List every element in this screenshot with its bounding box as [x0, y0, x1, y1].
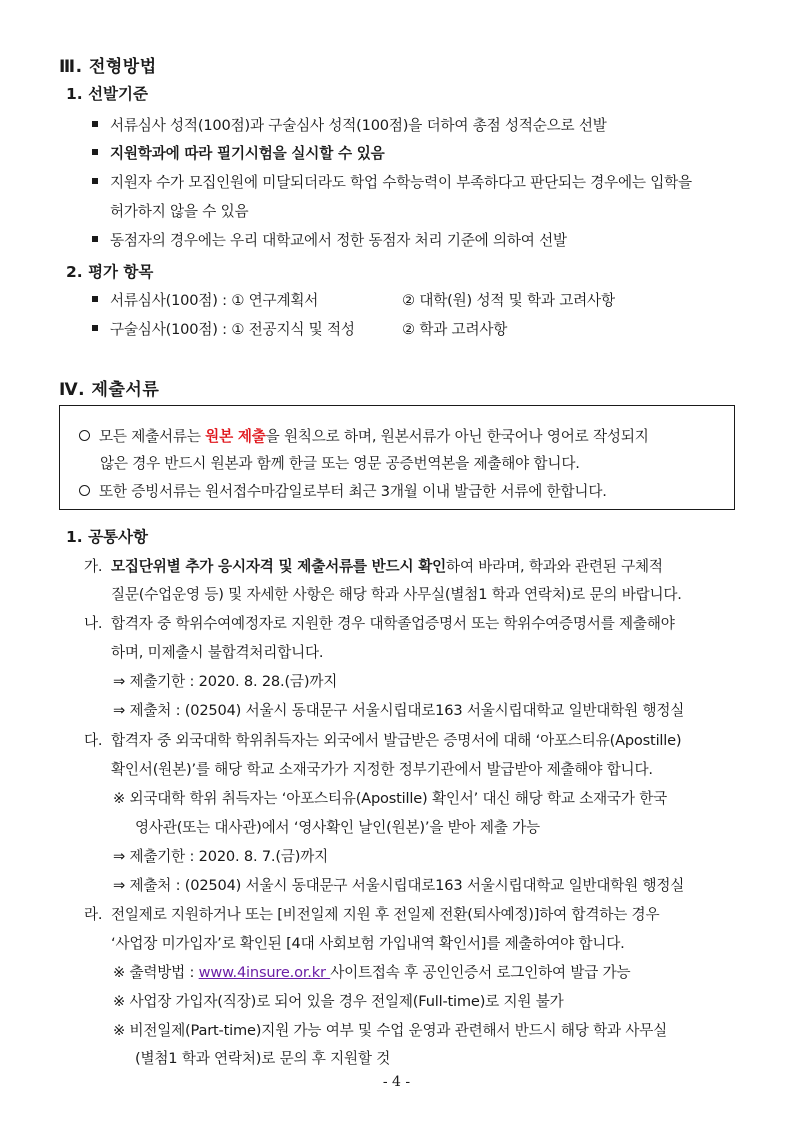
criteria-item-1: 서류심사 성적(100점)과 구술심사 성적(100점)을 더하여 총점 성적순으로 선발: [92, 114, 607, 135]
evaluation-row-2-second: ② 학과 고려사항: [402, 321, 508, 338]
bullet-icon: [92, 236, 98, 242]
item-da-note-2: 영사관(또는 대사관)에서 ‘영사확인 날인(원본)’을 받아 제출 가능: [135, 819, 540, 836]
evaluation-row-2: 구술심사(100점) : ① 전공지식 및 적성: [92, 318, 355, 339]
item-ra-note-2: ※ 사업장 가입자(직장)로 되어 있을 경우 전일제(Full-time)로 지원 불가: [113, 993, 564, 1010]
criteria-item-4: 동점자의 경우에는 우리 대학교에서 정한 동점자 처리 기준에 의하여 선발: [92, 229, 567, 250]
item-ra-marker: 라.: [84, 906, 103, 923]
item-ra-line-1: 전일제로 지원하거나 또는 [비전일제 지원 후 전일제 전환(퇴사예정)]하여 합격하는 경우: [111, 906, 660, 923]
item-na-line-1: 합격자 중 학위수여예정자로 지원한 경우 대학졸업증명서 또는 학위수여증명서를 제출해야: [111, 615, 675, 632]
criteria-item-2: 지원학과에 따라 필기시험을 실시할 수 있음: [92, 142, 385, 163]
circle-bullet-icon: [79, 430, 90, 441]
item-na-marker: 나.: [84, 615, 103, 632]
item-na-place: ⇒ 제출처 : (02504) 서울시 동대문구 서울시립대로163 서울시립대학교 일반대학원 행정실: [113, 702, 685, 719]
item-da-place: ⇒ 제출처 : (02504) 서울시 동대문구 서울시립대로163 서울시립대학교 일반대학원 행정실: [113, 877, 685, 894]
criteria-item-3-cont: 허가하지 않을 수 있음: [110, 203, 249, 220]
item-da-line-1: 합격자 중 외국대학 학위취득자는 외국에서 발급받은 증명서에 대해 ‘아포스티유(Apostille): [111, 732, 682, 749]
item-na-deadline: ⇒ 제출기한 : 2020. 8. 28.(금)까지: [113, 673, 338, 690]
item-da-marker: 다.: [84, 732, 103, 749]
bullet-icon: [92, 178, 98, 184]
subsection-title-common: 1. 공통사항: [66, 528, 148, 546]
item-da-line-2: 확인서(원본)’를 해당 학교 소재국가가 지정한 정부기관에서 발급받아 제출해야 합니다.: [111, 761, 653, 778]
bullet-icon: [92, 325, 98, 331]
bullet-icon: [92, 149, 98, 155]
item-da-note-1: ※ 외국대학 학위 취득자는 ‘아포스티유(Apostille) 확인서’ 대신 해당 학교 소재국가 한국: [113, 790, 668, 807]
subsection-title-evaluation: 2. 평가 항목: [66, 263, 154, 281]
section-title-3: Ⅲ. 전형방법: [59, 57, 157, 77]
insurance-site-link[interactable]: www.4insure.or.kr: [198, 964, 331, 981]
notice-line-3: 또한 증빙서류는 원서접수마감일로부터 최근 3개월 이내 발급한 서류에 한합니다.: [79, 480, 607, 501]
notice-line-2: 않은 경우 반드시 원본과 함께 한글 또는 영문 공증번역본을 제출해야 합니다.: [100, 455, 580, 472]
item-ra-note-3: ※ 비전일제(Part-time)지원 가능 여부 및 수업 운영과 관련해서 반드시 해당 학과 사무실: [113, 1022, 668, 1039]
subsection-title-selection: 1. 선발기준: [66, 85, 148, 103]
item-ra-note-1: ※ 출력방법 : www.4insure.or.kr 사이트접속 후 공인인증서 로그인하여 발급 가능: [113, 964, 631, 981]
evaluation-row-1-second: ② 대학(원) 성적 및 학과 고려사항: [402, 292, 615, 309]
item-ra-note-4: (별첨1 학과 연락처)로 문의 후 지원할 것: [135, 1050, 391, 1067]
item-ga-marker: 가.: [84, 558, 103, 575]
item-na-line-2: 하며, 미제출시 불합격처리합니다.: [111, 644, 324, 661]
notice-line-1: 모든 제출서류는 원본 제출을 원칙으로 하며, 원본서류가 아닌 한국어나 영어로 작성되지: [79, 425, 649, 446]
bullet-icon: [92, 121, 98, 127]
criteria-item-3: 지원자 수가 모집인원에 미달되더라도 학업 수학능력이 부족하다고 판단되는 경우에는 입학을: [92, 171, 692, 192]
page-number: - 4 -: [382, 1074, 411, 1090]
evaluation-row-1: 서류심사(100점) : ① 연구계획서: [92, 289, 318, 310]
item-ra-line-2: ‘사업장 미가입자’로 확인된 [4대 사회보험 가입내역 확인서]를 제출하여야 합니다.: [111, 935, 625, 952]
item-ga-line-1: 모집단위별 추가 응시자격 및 제출서류를 반드시 확인하여 바라며, 학과와 관련된 구체적: [111, 558, 663, 575]
circle-bullet-icon: [79, 485, 90, 496]
original-submission-emphasis: 원본 제출: [205, 428, 266, 445]
item-ga-line-2: 질문(수업운영 등) 및 자세한 사항은 해당 학과 사무실(별첨1 학과 연락처)로 문의 바랍니다.: [111, 586, 682, 603]
section-title-4: Ⅳ. 제출서류: [59, 380, 160, 400]
bullet-icon: [92, 296, 98, 302]
item-da-deadline: ⇒ 제출기한 : 2020. 8. 7.(금)까지: [113, 848, 329, 865]
